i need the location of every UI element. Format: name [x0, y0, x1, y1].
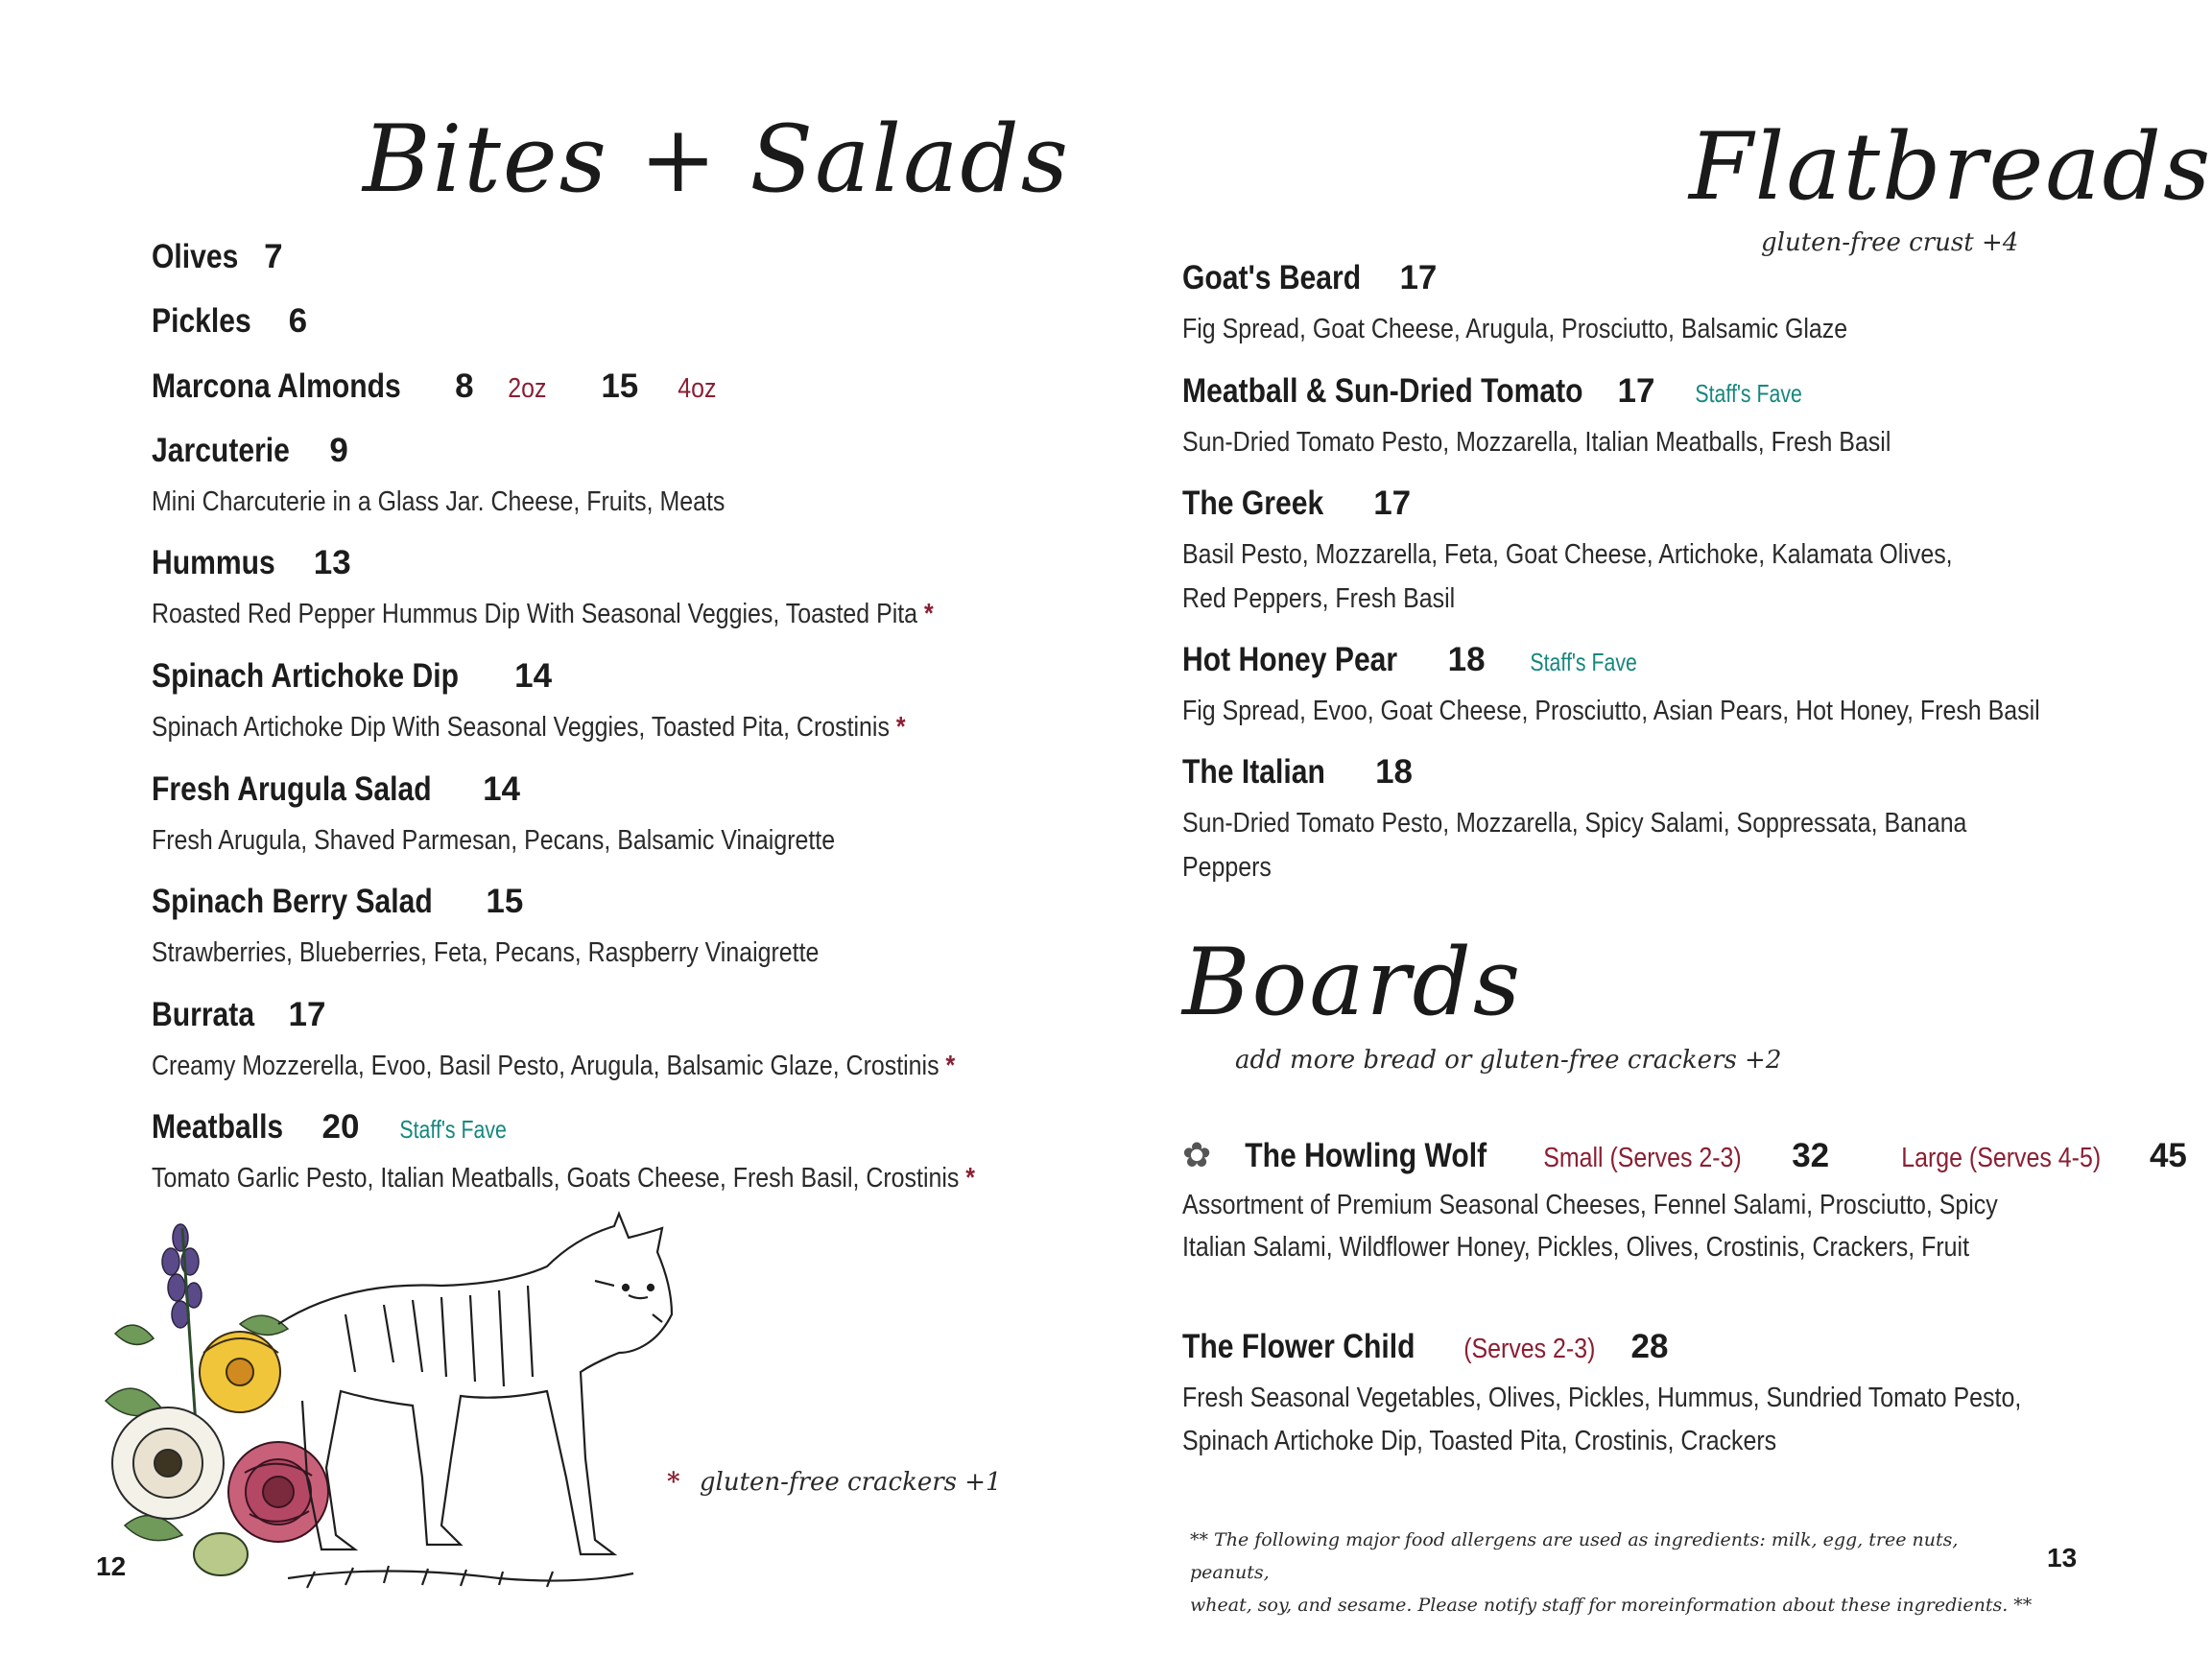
- item-price: 17: [1373, 485, 1412, 522]
- flatbreads-note: gluten-free crust +4: [1761, 228, 2019, 257]
- item-name: The Flower Child: [1182, 1328, 1415, 1365]
- allergen-notice: [1190, 1524, 2034, 1621]
- item-size-small: 2oz: [507, 373, 546, 404]
- item-desc: Sun-Dried Tomato Pesto, Mozzarella, Spicy Salami, Soppressata, Banana: [1182, 808, 1967, 839]
- item-desc: Sun-Dried Tomato Pesto, Mozzarella, Italian Meatballs, Fresh Basil: [1182, 427, 1891, 458]
- item-name: The Howling Wolf: [1245, 1137, 1487, 1174]
- wolf-flowers-illustration: [96, 1209, 749, 1612]
- flower-icon: ✿: [1182, 1135, 1212, 1174]
- flatbread-the-greek: [1182, 485, 1411, 523]
- item-name: Hummus: [152, 544, 275, 581]
- item-price: 14: [514, 657, 553, 695]
- gluten-free-star: *: [667, 1468, 680, 1497]
- item-desc: Assortment of Premium Seasonal Cheeses, Fennel Salami, Prosciutto, Spicy: [1182, 1190, 1998, 1220]
- item-name: Pickles: [152, 302, 251, 340]
- item-desc: Fig Spread, Goat Cheese, Arugula, Prosciutto, Balsamic Glaze: [1182, 314, 1848, 344]
- item-price: 7: [264, 238, 283, 275]
- boards-title: Boards: [1182, 929, 1523, 1036]
- gluten-free-star: *: [965, 1163, 976, 1194]
- item-desc-text: Spinach Artichoke Dip With Seasonal Veggies, Toasted Pita, Crostinis: [152, 712, 890, 743]
- item-price: 14: [483, 770, 520, 808]
- item-desc: [152, 1156, 975, 1200]
- allergen-line-1: ** The following major food allergens are used as ingredients: milk, egg, tree nuts, peanuts,: [1190, 1529, 1959, 1583]
- item-price: 17: [1399, 259, 1438, 296]
- item-burrata: [152, 996, 325, 1034]
- gluten-free-crackers-text: gluten-free crackers +1: [699, 1468, 1002, 1497]
- item-name: Goat's Beard: [1182, 259, 1362, 296]
- item-price-small: 8: [455, 367, 474, 405]
- item-desc-continued: Peppers: [1182, 852, 1272, 883]
- item-price-large: 45: [2149, 1137, 2187, 1174]
- item-price: 20: [321, 1108, 360, 1146]
- wolf-icon: [278, 1214, 672, 1588]
- item-desc-text: Creamy Mozzerella, Evoo, Basil Pesto, Arugula, Balsamic Glaze, Crostinis: [152, 1051, 940, 1081]
- white-flower-icon: [112, 1407, 224, 1519]
- gluten-free-star: *: [945, 1051, 956, 1081]
- staff-fave-badge: Staff's Fave: [1529, 648, 1637, 676]
- item-price: 15: [486, 883, 524, 920]
- flatbreads-title: Flatbreads: [1689, 113, 2212, 221]
- item-name: Olives: [152, 238, 239, 275]
- boards-note: add more bread or gluten-free crackers +2: [1235, 1046, 1782, 1075]
- page-number-right: 13: [2047, 1543, 2078, 1573]
- item-jarcuterie: [152, 432, 348, 470]
- item-desc-continued: Red Peppers, Fresh Basil: [1182, 583, 1456, 614]
- item-desc: [152, 705, 906, 749]
- item-desc-text: Tomato Garlic Pesto, Italian Meatballs, Goats Cheese, Fresh Basil, Crostinis: [152, 1163, 960, 1194]
- board-the-howling-wolf: [1182, 1135, 2187, 1175]
- flatbread-hot-honey-pear: [1182, 641, 1664, 679]
- item-spinach-artichoke-dip: [152, 657, 552, 696]
- rose-icon: [228, 1442, 328, 1542]
- item-spinach-berry-salad: [152, 883, 523, 921]
- item-desc: Fresh Seasonal Vegetables, Olives, Pickles, Hummus, Sundried Tomato Pesto,: [1182, 1383, 2022, 1413]
- item-name: Meatball & Sun-Dried Tomato: [1182, 372, 1583, 410]
- item-name: The Greek: [1182, 485, 1324, 522]
- item-price-small: 32: [1792, 1137, 1830, 1174]
- item-price-large: 15: [601, 367, 639, 405]
- item-marcona-almonds: [152, 367, 725, 406]
- item-hummus: [152, 544, 351, 582]
- item-name: Spinach Artichoke Dip: [152, 657, 460, 695]
- item-meatballs: [152, 1108, 534, 1147]
- staff-fave-badge: Staff's Fave: [1695, 379, 1803, 408]
- flatbread-the-italian: [1182, 753, 1413, 792]
- item-name: Burrata: [152, 996, 255, 1033]
- item-price: 13: [313, 544, 351, 581]
- item-olives: [152, 238, 283, 276]
- item-size-small: Small (Serves 2-3): [1543, 1143, 1742, 1173]
- item-desc: [152, 592, 934, 636]
- item-fresh-arugula-salad: [152, 770, 520, 809]
- item-price: 9: [329, 432, 348, 469]
- item-name: The Italian: [1182, 753, 1325, 791]
- item-desc-continued: Spinach Artichoke Dip, Toasted Pita, Crostinis, Crackers: [1182, 1426, 1777, 1456]
- item-name: Meatballs: [152, 1108, 284, 1146]
- item-desc: Basil Pesto, Mozzarella, Feta, Goat Cheese, Artichoke, Kalamata Olives,: [1182, 539, 1953, 570]
- item-pickles: [152, 302, 307, 341]
- item-price: 18: [1375, 753, 1414, 791]
- item-desc: [152, 1044, 955, 1088]
- item-name: Marcona Almonds: [152, 367, 401, 405]
- item-name: Hot Honey Pear: [1182, 641, 1398, 678]
- item-price: 17: [288, 996, 326, 1033]
- yellow-flower-icon: [200, 1332, 280, 1412]
- item-price: 18: [1447, 641, 1486, 678]
- page-number-left: 12: [96, 1551, 127, 1581]
- item-price: 28: [1630, 1328, 1669, 1365]
- item-desc: Fresh Arugula, Shaved Parmesan, Pecans, Balsamic Vinaigrette: [152, 825, 836, 856]
- staff-fave-badge: Staff's Fave: [399, 1115, 508, 1144]
- item-name: Jarcuterie: [152, 432, 290, 469]
- flatbread-meatball-sun-dried-tomato: [1182, 372, 1829, 411]
- item-desc: Strawberries, Blueberries, Feta, Pecans, Raspberry Vinaigrette: [152, 937, 820, 968]
- item-name: Fresh Arugula Salad: [152, 770, 432, 808]
- item-desc: Mini Charcuterie in a Glass Jar. Cheese, Fruits, Meats: [152, 486, 725, 517]
- item-price: 17: [1617, 372, 1655, 410]
- item-desc: Fig Spread, Evoo, Goat Cheese, Prosciutto, Asian Pears, Hot Honey, Fresh Basil: [1182, 696, 2040, 726]
- item-price: 6: [288, 302, 308, 340]
- gluten-free-star: *: [895, 712, 906, 743]
- board-the-flower-child: [1182, 1328, 1668, 1366]
- gluten-free-star: *: [924, 599, 934, 629]
- gluten-free-crackers-note: [667, 1468, 1002, 1497]
- flatbread-goats-beard: [1182, 259, 1437, 297]
- bud-icon: [194, 1533, 248, 1575]
- item-size-large: 4oz: [678, 373, 717, 404]
- item-desc-text: Roasted Red Pepper Hummus Dip With Seasonal Veggies, Toasted Pita: [152, 599, 918, 629]
- item-size: (Serves 2-3): [1463, 1334, 1596, 1364]
- item-size-large: Large (Serves 4-5): [1901, 1143, 2102, 1173]
- item-desc-continued: Italian Salami, Wildflower Honey, Pickles, Olives, Crostinis, Crackers, Fruit: [1182, 1232, 1970, 1263]
- item-name: Spinach Berry Salad: [152, 883, 433, 920]
- allergen-line-2: wheat, soy, and sesame. Please notify staff for moreinformation about these ingredients. **: [1190, 1595, 2033, 1616]
- bites-salads-title: Bites + Salads: [363, 106, 1071, 213]
